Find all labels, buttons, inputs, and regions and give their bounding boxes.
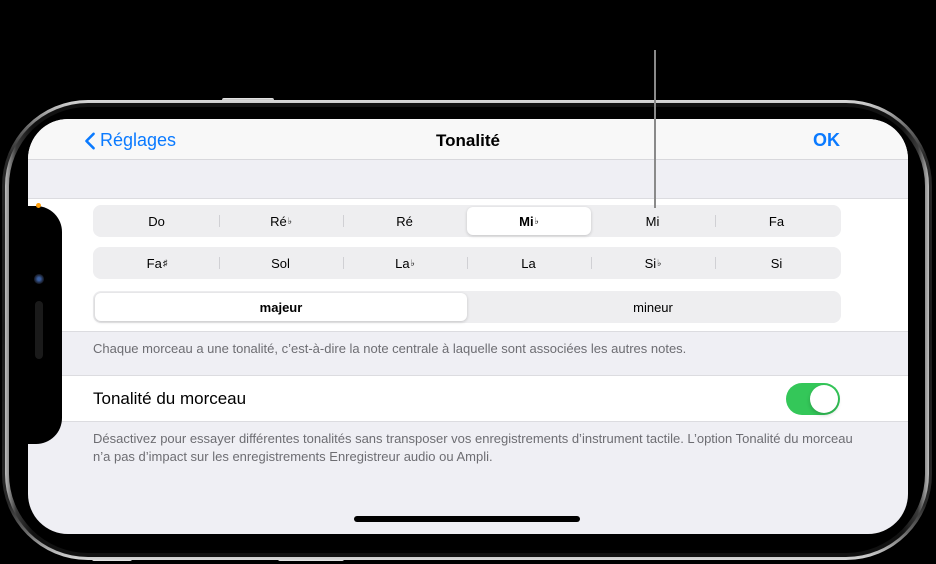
done-button[interactable]: OK: [813, 130, 840, 150]
microphone-indicator-dot: [36, 203, 41, 208]
key-option-fa[interactable]: Fa: [715, 207, 839, 235]
song-key-row: [28, 375, 908, 422]
key-option-si[interactable]: Si: [715, 249, 839, 277]
mode-option-major[interactable]: majeur: [95, 293, 467, 321]
page-title: Tonalité: [436, 131, 500, 150]
key-description: Chaque morceau a une tonalité, c’est-à-dire la note centrale à laquelle sont associées les autres notes.: [93, 341, 687, 356]
speaker-grille: [35, 301, 43, 359]
song-key-toggle[interactable]: [786, 383, 840, 415]
song-key-description: Désactivez pour essayer différentes tonalités sans transposer vos enregistrements d’instrument tactile. L’option Tonalité du morceau n’a pas d’impact sur les enregistrements Enregistreur audio ou Ampli.: [93, 431, 853, 464]
toggle-knob: [810, 385, 838, 413]
key-segmented-row-2: [93, 247, 841, 279]
key-option-fa-sharp[interactable]: Fa ♯: [146, 255, 168, 271]
key-option-sol[interactable]: Sol: [219, 249, 343, 277]
sensor-notch: [28, 206, 62, 444]
key-option-mi-flat[interactable]: Mi ♭: [467, 207, 591, 235]
song-key-label: Tonalité du morceau: [93, 389, 247, 408]
camera-icon: [34, 274, 44, 284]
key-option-mi[interactable]: Mi: [645, 213, 660, 229]
key-option-si-flat[interactable]: Si ♭: [591, 249, 715, 277]
navigation-bar: [28, 119, 908, 160]
callout-line: [654, 50, 656, 208]
key-option-do[interactable]: Do: [148, 213, 165, 229]
key-option-la-flat[interactable]: La ♭: [343, 249, 467, 277]
key-selection-group: [28, 198, 908, 332]
key-option-la[interactable]: La: [467, 249, 591, 277]
home-indicator[interactable]: [354, 516, 580, 522]
key-segmented-row-1: [93, 205, 841, 237]
key-option-re-flat[interactable]: Ré ♭: [219, 207, 343, 235]
back-button-label: Réglages: [100, 130, 177, 150]
mode-option-minor[interactable]: mineur: [633, 299, 673, 315]
mode-segmented-control: [93, 291, 841, 323]
screen: [28, 119, 908, 534]
key-option-re[interactable]: Ré: [343, 207, 467, 235]
